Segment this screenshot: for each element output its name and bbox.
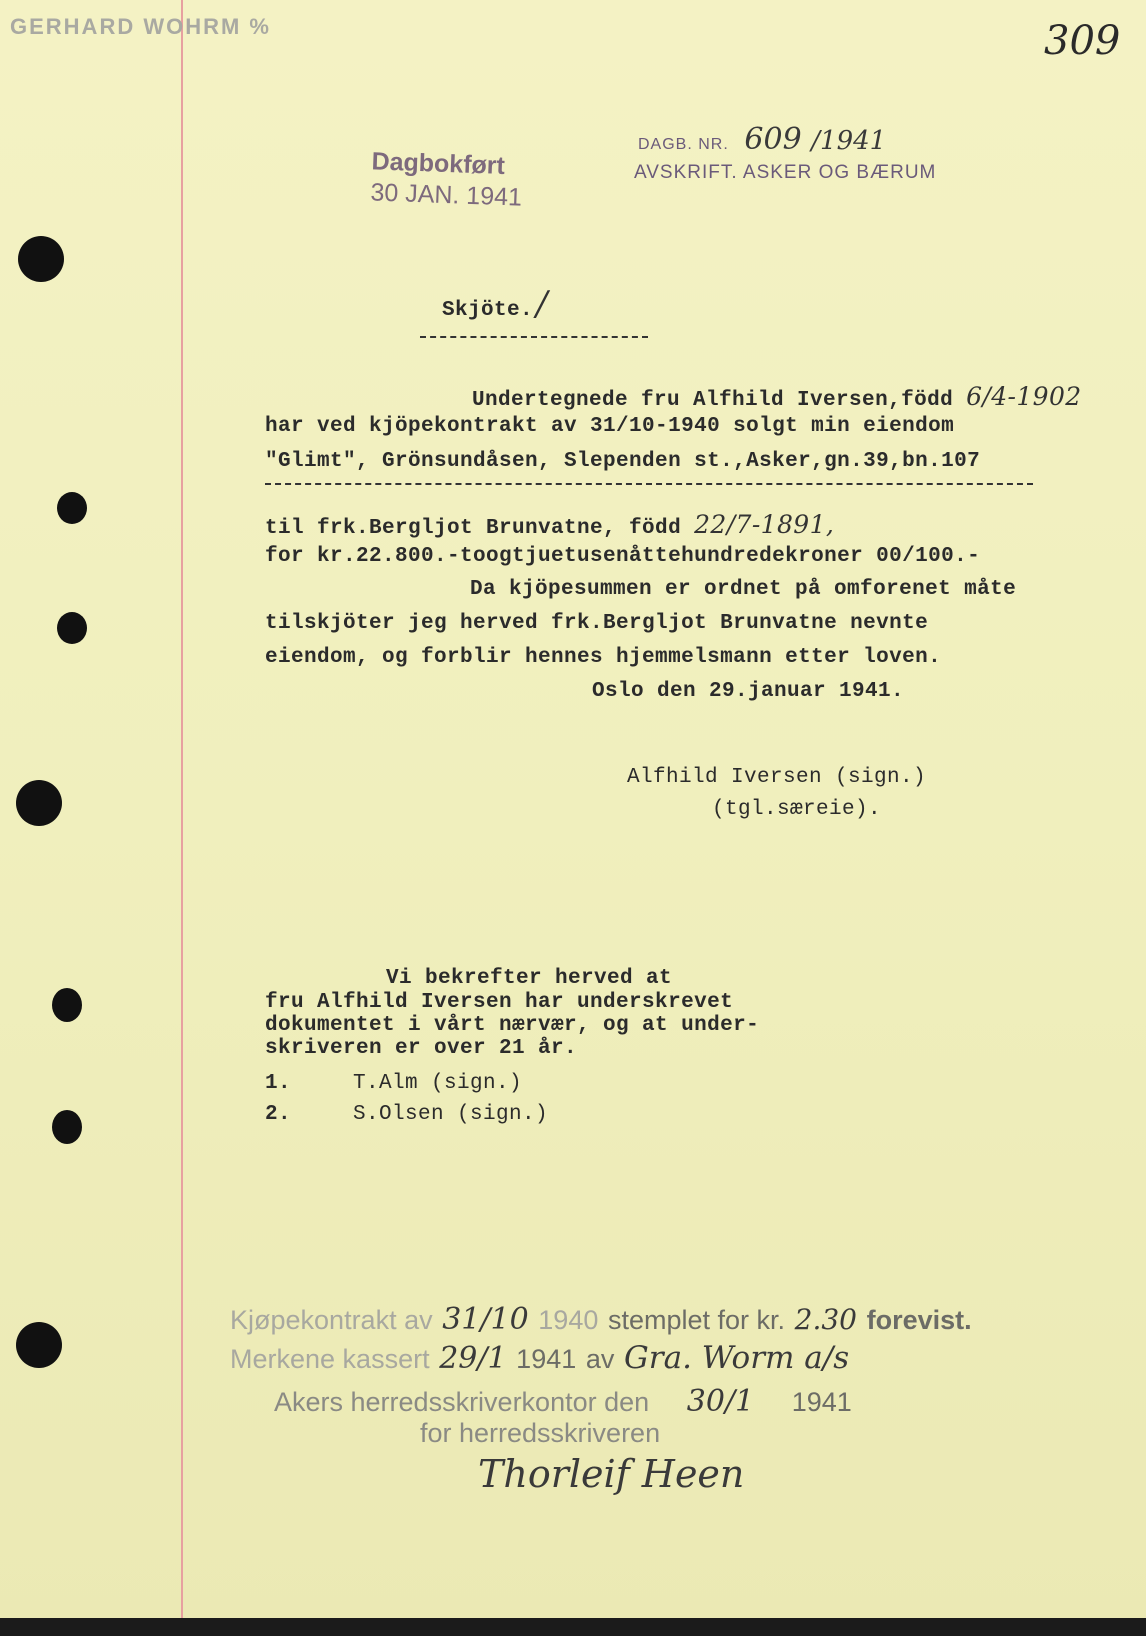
dagb-number: 609: [744, 122, 802, 157]
witness-line-4: skriveren er over 21 år.: [265, 1037, 578, 1060]
footer-stamp-line-4: for herredsskriveren: [420, 1418, 661, 1448]
witness-1-name: T.Alm (sign.): [353, 1072, 523, 1095]
punch-hole: [57, 612, 87, 644]
witness-line-3: dokumentet i vårt nærvær, og at under-: [265, 1014, 760, 1037]
page-number: 309: [1044, 18, 1121, 64]
property-underline: [265, 483, 1033, 485]
stamp-amount: 2.30: [794, 1303, 857, 1336]
witness-2-name: S.Olsen (sign.): [353, 1103, 549, 1126]
dagbokfort-stamp: [370, 147, 524, 212]
registrar-signature: Thorleif Heen: [478, 1452, 745, 1496]
witness-2-number: 2.: [265, 1103, 292, 1126]
punch-hole: [52, 1110, 82, 1144]
punch-hole: [52, 988, 82, 1022]
seller-signature: Alfhild Iversen (sign.): [627, 766, 927, 789]
cancelled-date: 29/1: [439, 1341, 507, 1376]
witness-1-number: 1.: [265, 1072, 292, 1095]
cancelled-by-signature: Gra. Worm a/s: [624, 1340, 850, 1376]
margin-line: [181, 0, 183, 1618]
footer-stamp-line-3: Akers herredsskriverkontor den 30/1 1941: [274, 1384, 852, 1419]
body-line-4: til frk.Bergljot Brunvatne, född 22/7-1891,: [265, 510, 835, 540]
footer-stamp-line-2: Merkene kassert 29/1 1941 av Gra. Worm a/s: [230, 1340, 850, 1376]
contract-date: 31/10: [442, 1302, 529, 1337]
date-of-birth-seller: 6/4-1902: [966, 382, 1082, 411]
punch-hole: [16, 780, 62, 826]
signature-note: (tgl.særeie).: [712, 798, 882, 821]
document-title: Skjöte.: [442, 299, 534, 322]
dagbokfort-date: 30 JAN. 1941: [370, 178, 523, 212]
date-of-birth-buyer: 22/7-1891,: [694, 510, 835, 539]
punch-hole: [18, 236, 64, 282]
witness-line-1: Vi bekrefter herved at: [386, 967, 673, 990]
body-line-9: Oslo den 29.januar 1941.: [592, 680, 905, 703]
dagb-year: /1941: [811, 126, 887, 156]
punch-hole: [16, 1322, 62, 1368]
witness-line-2: fru Alfhild Iversen har underskrevet: [265, 991, 734, 1014]
avskrift-stamp: AVSKRIFT. ASKER OG BÆRUM: [634, 162, 937, 183]
footer-stamp-line-1: Kjøpekontrakt av 31/10 1940 stemplet for kr. 2.30 forevist.: [230, 1302, 972, 1337]
dagb-stamp: [638, 122, 886, 157]
body-line-6: Da kjöpesummen er ordnet på omforenet måte: [470, 578, 1017, 601]
body-line-5: for kr.22.800.-toogtjuetusenåttehundredekroner 00/100.-: [265, 545, 981, 568]
body-line-3: "Glimt", Grönsundåsen, Slependen st.,Asker,gn.39,bn.107: [265, 450, 981, 473]
body-line-8: eiendom, og forblir hennes hjemmelsmann etter loven.: [265, 646, 942, 669]
stamp-top-left: GERHARD WOHRM %: [10, 14, 271, 39]
scan-edge: [0, 1618, 1146, 1636]
body-line-7: tilskjöter jeg herved frk.Bergljot Brunvatne nevnte: [265, 612, 929, 635]
dagbokfort-label: Dagbokført: [371, 147, 506, 181]
punch-hole: [57, 492, 87, 524]
body-line-1: Undertegnede fru Alfhild Iversen,född 6/4-1902: [472, 382, 1082, 412]
office-date: 30/1: [686, 1384, 755, 1419]
title-mark: /: [536, 284, 548, 324]
title-underline: [420, 336, 648, 338]
body-line-2: har ved kjöpekontrakt av 31/10-1940 solgt min eiendom: [265, 415, 955, 438]
dagb-label: DAGB. NR.: [638, 136, 729, 153]
